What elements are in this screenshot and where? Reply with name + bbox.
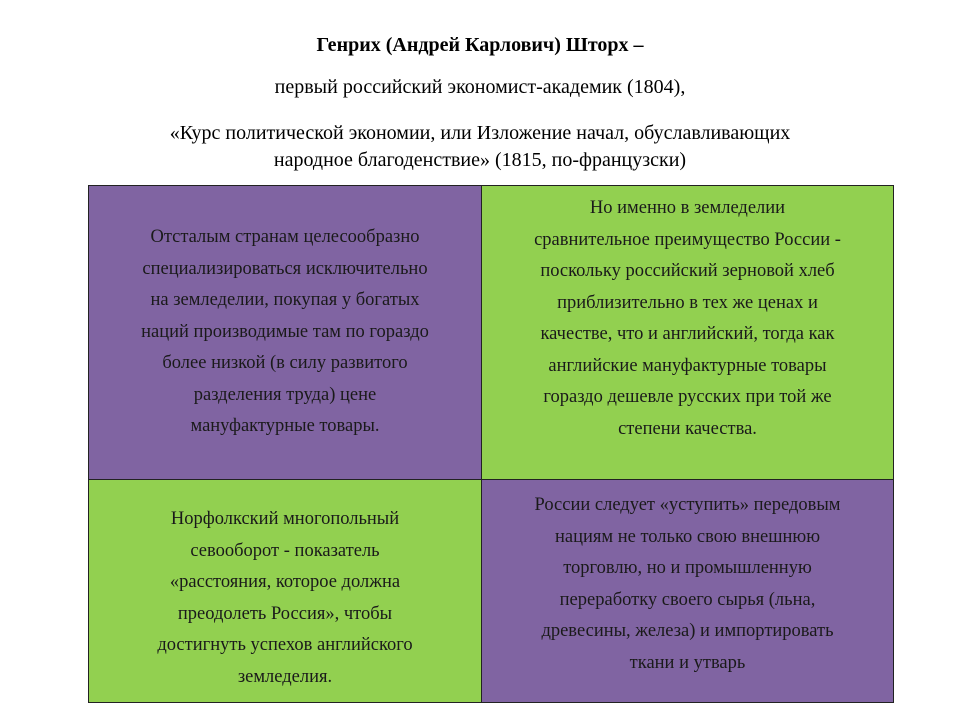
cell-line: английские мануфактурные товары xyxy=(548,355,827,376)
slide-subtitle: первый российский экономист-академик (1804), xyxy=(274,76,686,98)
cell-line: качестве, что и английский, тогда как xyxy=(540,324,835,344)
cell-line: ткани и утварь xyxy=(629,652,746,673)
cell-line: земледелия. xyxy=(237,666,333,687)
cell-top-right xyxy=(482,186,893,480)
cell-line: севооборот - показатель xyxy=(190,540,380,561)
cell-line: древесины, железа) и импортировать xyxy=(541,621,834,641)
cell-line: гораздо дешевле русских при той же xyxy=(543,387,832,407)
cell-line: сравнительное преимущество России - xyxy=(534,229,841,250)
cell-line: нациям не только свою внешнюю xyxy=(554,526,821,547)
cell-line: приблизительно в тех же ценах и xyxy=(557,292,818,313)
cell-line: преодолеть Россия», чтобы xyxy=(177,603,393,624)
cell-line: наций производимые там по гораздо xyxy=(141,321,429,342)
slide-title: Генрих (Андрей Карлович) Шторх – xyxy=(316,34,644,56)
cell-line: на земледелии, покупая у богатых xyxy=(150,290,420,310)
cell-line: переработку своего сырья (льна, xyxy=(559,589,816,610)
cell-bottom-right xyxy=(482,480,893,702)
book-reference-line: «Курс политической экономии, или Изложение начал, обуславливающих xyxy=(169,122,791,144)
cell-line: мануфактурные товары. xyxy=(190,416,380,436)
cell-line: Норфолкский многопольный xyxy=(170,509,400,529)
cell-line: России следует «уступить» передовым xyxy=(534,495,841,515)
cell-bottom-left xyxy=(89,480,482,702)
cell-line: Но именно в земледелии xyxy=(589,198,786,218)
cell-line: достигнуть успехов английского xyxy=(157,635,413,655)
cell-line: поскольку российский зерновой хлеб xyxy=(540,261,835,281)
cell-line: более низкой (в силу развитого xyxy=(162,353,408,373)
cell-line: торговлю, но и промышленную xyxy=(563,558,812,578)
book-reference xyxy=(0,120,960,174)
cell-line: специализироваться исключительно xyxy=(142,258,428,279)
cell-line: Отсталым странам целесообразно xyxy=(150,227,420,247)
cell-line: «расстояния, которое должна xyxy=(169,572,401,592)
cell-top-left xyxy=(89,186,482,480)
comparison-table xyxy=(88,185,894,703)
cell-line: степени качества. xyxy=(618,418,757,439)
cell-line: разделения труда) цене xyxy=(193,384,377,405)
book-reference-line: народное благоденствие» (1815, по-французски) xyxy=(273,149,687,171)
